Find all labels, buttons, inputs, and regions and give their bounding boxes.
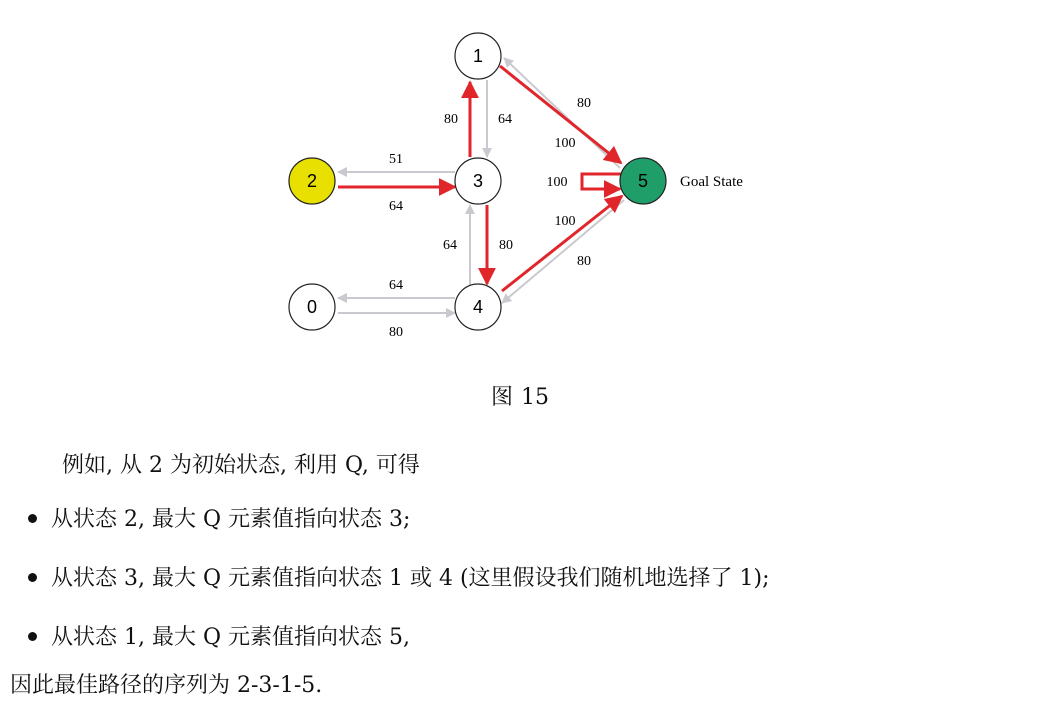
node-4 xyxy=(455,284,501,330)
node-1-label: 1 xyxy=(472,46,484,66)
node-5-label: 5 xyxy=(637,171,649,191)
conclusion-text: 因此最佳路径的序列为 2-3-1-5. xyxy=(10,673,323,698)
node-3-label: 3 xyxy=(472,171,484,191)
edge-label-1-to-3: 64 xyxy=(498,112,512,127)
edge-label-3-to-2: 51 xyxy=(389,152,403,167)
node-1 xyxy=(455,33,501,79)
figure-caption-number: 15 xyxy=(521,385,549,410)
edge-label-5-to-4: 80 xyxy=(577,254,591,269)
bullet-dot xyxy=(28,632,37,641)
edge-label-1-to-5: 100 xyxy=(554,136,576,151)
node-3 xyxy=(455,158,501,204)
edge-label-2-to-3: 64 xyxy=(389,199,403,214)
goal-state-label: Goal State xyxy=(680,174,743,190)
edge-label-5-to-1: 80 xyxy=(577,96,591,111)
bullet-dot xyxy=(28,573,37,582)
node-5 xyxy=(620,158,666,204)
figure-caption xyxy=(0,380,1040,411)
bullet-item xyxy=(28,502,410,533)
edge-label-4-to-5: 100 xyxy=(554,214,576,229)
intro-paragraph: 例如, 从 2 为初始状态, 利用 Q, 可得 xyxy=(62,453,420,478)
node-2 xyxy=(289,158,335,204)
edge-label-5-self-loop: 100 xyxy=(546,175,568,190)
node-4-label: 4 xyxy=(472,297,484,317)
edge-5-self-loop xyxy=(582,174,621,189)
bullet-text: 从状态 2, 最大 Q 元素值指向状态 3; xyxy=(51,507,411,532)
edge-label-4-to-3: 64 xyxy=(443,238,457,253)
bullet-dot xyxy=(28,514,37,523)
bullet-text: 从状态 3, 最大 Q 元素值指向状态 1 或 4 (这里假设我们随机地选择了 1); xyxy=(51,566,770,591)
edge-5-to-1 xyxy=(504,58,620,168)
figure-caption-prefix: 图 xyxy=(490,385,513,410)
bullet-item xyxy=(28,620,410,651)
node-0-label: 0 xyxy=(306,297,318,317)
edge-4-to-5 xyxy=(502,196,622,291)
bullet-text: 从状态 1, 最大 Q 元素值指向状态 5, xyxy=(51,625,410,650)
bullet-item xyxy=(28,561,770,592)
edge-label-3-to-4: 80 xyxy=(499,238,513,253)
node-0 xyxy=(289,284,335,330)
edge-label-3-to-1: 80 xyxy=(444,112,458,127)
edge-label-4-to-0: 64 xyxy=(389,278,403,293)
edge-label-0-to-4: 80 xyxy=(389,325,403,340)
node-2-label: 2 xyxy=(306,171,318,191)
